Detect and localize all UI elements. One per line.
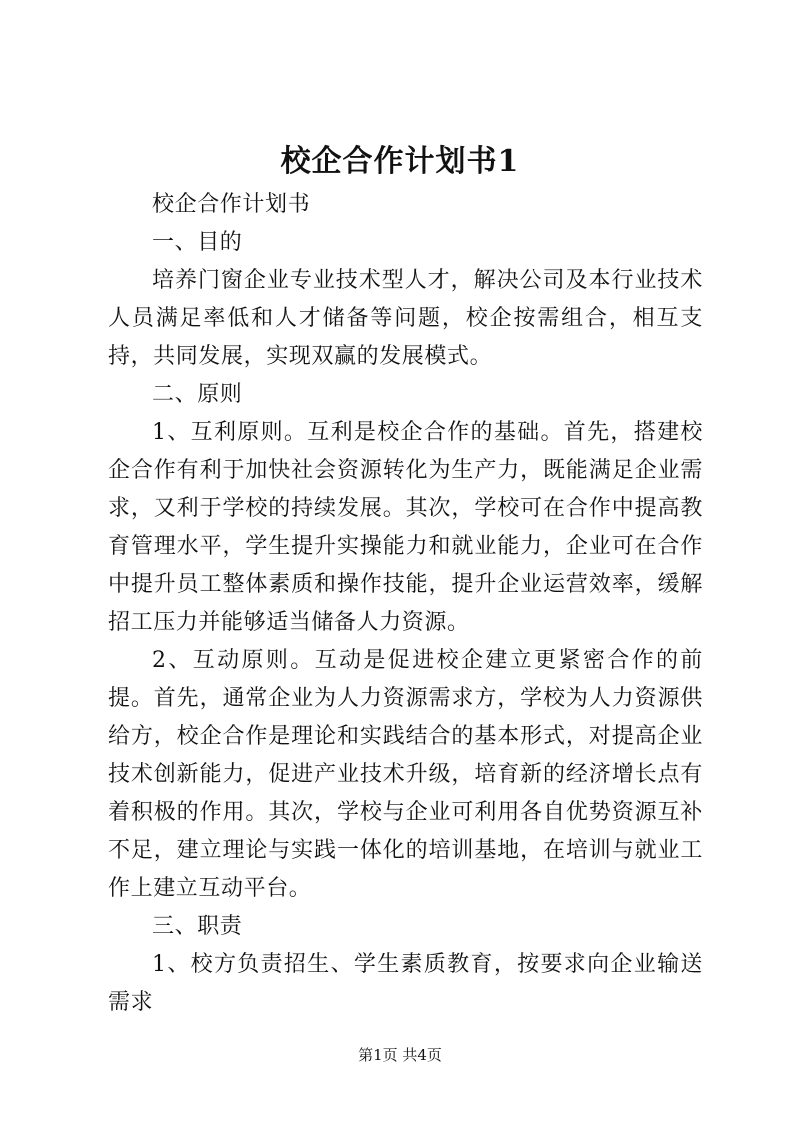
document-title: 校企合作计划书1: [280, 144, 520, 179]
page-footer: 第1页 共4页: [358, 1046, 442, 1064]
paragraph-mutual-benefit: 1、互利原则。互利是校企合作的基础。首先，搭建校企合作有利于加快社会资源转化为生产力，既能满足企业需求，又利于学校的持续发展。其次，学校可在合作中提高教育管理水平，学生提升实操能力和就业能力，企业可在合作中提升员工整体素质和操作技能，提升企业运营效率，缓解招工压力并能够适当储备人力资源。: [108, 420, 703, 635]
paragraph-interaction: 2、互动原则。互动是促进校企建立更紧密合作的前提。首先，通常企业为人力资源需求方，学校为人力资源供给方，校企合作是理论和实践结合的基本形式，对提高企业技术创新能力，促进产业技术升级，培育新的经济增长点有着积极的作用。其次，学校与企业可利用各自优势资源互补不足，建立理论与实践一体化的培训基地，在培训与就业工作上建立互动平台。: [108, 648, 703, 901]
document-body: [108, 186, 703, 1022]
paragraph-subtitle: 校企合作计划书: [152, 192, 311, 217]
paragraph-school-duty: 1、校方负责招生、学生素质教育，按要求向企业输送需求: [108, 952, 703, 1015]
heading-principles: 二、原则: [152, 382, 243, 407]
heading-purpose: 一、目的: [152, 230, 243, 255]
heading-responsibilities: 三、职责: [152, 914, 243, 939]
paragraph-purpose: 培养门窗企业专业技术型人才，解决公司及本行业技术人员满足率低和人才储备等问题，校企按需组合，相互支持，共同发展，实现双赢的发展模式。: [108, 268, 703, 369]
